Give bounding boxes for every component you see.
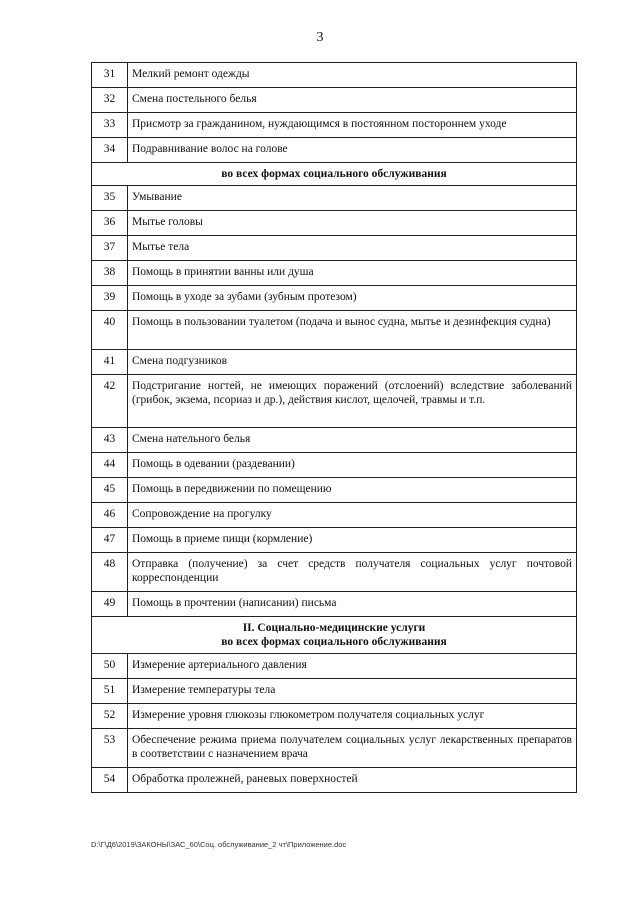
row-text: Помощь в принятии ванны или душа xyxy=(128,261,577,286)
row-text: Обеспечение режима приема получателем социальных услуг лекарственных препаратов в соответствии с назначением врача xyxy=(128,729,577,768)
row-number: 51 xyxy=(92,679,128,704)
row-number: 50 xyxy=(92,654,128,679)
row-text: Мытье тела xyxy=(128,236,577,261)
table-row xyxy=(92,704,577,729)
table-row xyxy=(92,211,577,236)
row-number: 44 xyxy=(92,453,128,478)
table-row xyxy=(92,503,577,528)
section-title: II. Социально-медицинские услуги xyxy=(242,622,426,634)
table-row xyxy=(92,186,577,211)
table-row xyxy=(92,453,577,478)
row-text: Сопровождение на прогулку xyxy=(128,503,577,528)
row-number: 46 xyxy=(92,503,128,528)
row-number: 39 xyxy=(92,286,128,311)
row-text: Измерение температуры тела xyxy=(128,679,577,704)
section-header-row xyxy=(92,163,577,186)
table-row xyxy=(92,375,577,428)
table-row xyxy=(92,311,577,350)
row-number: 43 xyxy=(92,428,128,453)
row-number: 35 xyxy=(92,186,128,211)
row-text: Измерение артериального давления xyxy=(128,654,577,679)
row-text: Смена нательного белья xyxy=(128,428,577,453)
page-number: 3 xyxy=(316,30,324,45)
row-number: 53 xyxy=(92,729,128,768)
row-number: 49 xyxy=(92,592,128,617)
row-text: Отправка (получение) за счет средств получателя социальных услуг почтовой корреспонденции xyxy=(128,553,577,592)
table-row xyxy=(92,654,577,679)
table-row xyxy=(92,729,577,768)
table-row xyxy=(92,63,577,88)
table-row xyxy=(92,553,577,592)
table-row xyxy=(92,679,577,704)
row-number: 36 xyxy=(92,211,128,236)
row-number: 38 xyxy=(92,261,128,286)
row-text: Подстригание ногтей, не имеющих поражений (отслоений) вследствие заболеваний (грибок, экзема, псориаз и др.), действия кислот, щелочей, травмы и т.п. xyxy=(128,375,577,428)
row-text: Помощь в прочтении (написании) письма xyxy=(128,592,577,617)
section-subtitle: во всех формах социального обслуживания xyxy=(221,636,447,648)
row-text: Умывание xyxy=(128,186,577,211)
row-text: Измерение уровня глюкозы глюкометром получателя социальных услуг xyxy=(128,704,577,729)
row-number: 52 xyxy=(92,704,128,729)
row-number: 31 xyxy=(92,63,128,88)
table-row xyxy=(92,261,577,286)
row-number: 32 xyxy=(92,88,128,113)
row-number: 45 xyxy=(92,478,128,503)
table-row xyxy=(92,350,577,375)
row-number: 47 xyxy=(92,528,128,553)
table-row xyxy=(92,768,577,793)
table-row xyxy=(92,88,577,113)
row-text: Подравнивание волос на голове xyxy=(128,138,577,163)
row-number: 48 xyxy=(92,553,128,592)
row-number: 34 xyxy=(92,138,128,163)
table-row xyxy=(92,236,577,261)
row-text: Присмотр за гражданином, нуждающимся в постоянном постороннем уходе xyxy=(128,113,577,138)
row-text: Помощь в приеме пищи (кормление) xyxy=(128,528,577,553)
row-text: Обработка пролежней, раневых поверхностей xyxy=(128,768,577,793)
row-number: 37 xyxy=(92,236,128,261)
row-number: 33 xyxy=(92,113,128,138)
row-number: 42 xyxy=(92,375,128,428)
row-number: 41 xyxy=(92,350,128,375)
row-text: Помощь в уходе за зубами (зубным протезом) xyxy=(128,286,577,311)
services-table xyxy=(91,62,577,793)
row-text: Помощь в одевании (раздевании) xyxy=(128,453,577,478)
table-row xyxy=(92,592,577,617)
section-heading: во всех формах социального обслуживания xyxy=(92,163,577,186)
row-text: Мелкий ремонт одежды xyxy=(128,63,577,88)
row-text: Помощь в передвижении по помещению xyxy=(128,478,577,503)
section-heading xyxy=(92,617,577,654)
row-text: Мытье головы xyxy=(128,211,577,236)
row-number: 40 xyxy=(92,311,128,350)
table-row xyxy=(92,286,577,311)
table-row xyxy=(92,138,577,163)
table-row xyxy=(92,528,577,553)
table-row xyxy=(92,478,577,503)
section-header-row xyxy=(92,617,577,654)
row-text: Смена постельного белья xyxy=(128,88,577,113)
file-path-footer: D:\Г\Д6\2019\ЗАКОНЫ\ЗАС_60\Соц. обслуживание_2 чт\Приложение.doc xyxy=(91,840,347,849)
table-row xyxy=(92,113,577,138)
row-text: Смена подгузников xyxy=(128,350,577,375)
row-number: 54 xyxy=(92,768,128,793)
row-text: Помощь в пользовании туалетом (подача и вынос судна, мытье и дезинфекция судна) xyxy=(128,311,577,350)
table-row xyxy=(92,428,577,453)
